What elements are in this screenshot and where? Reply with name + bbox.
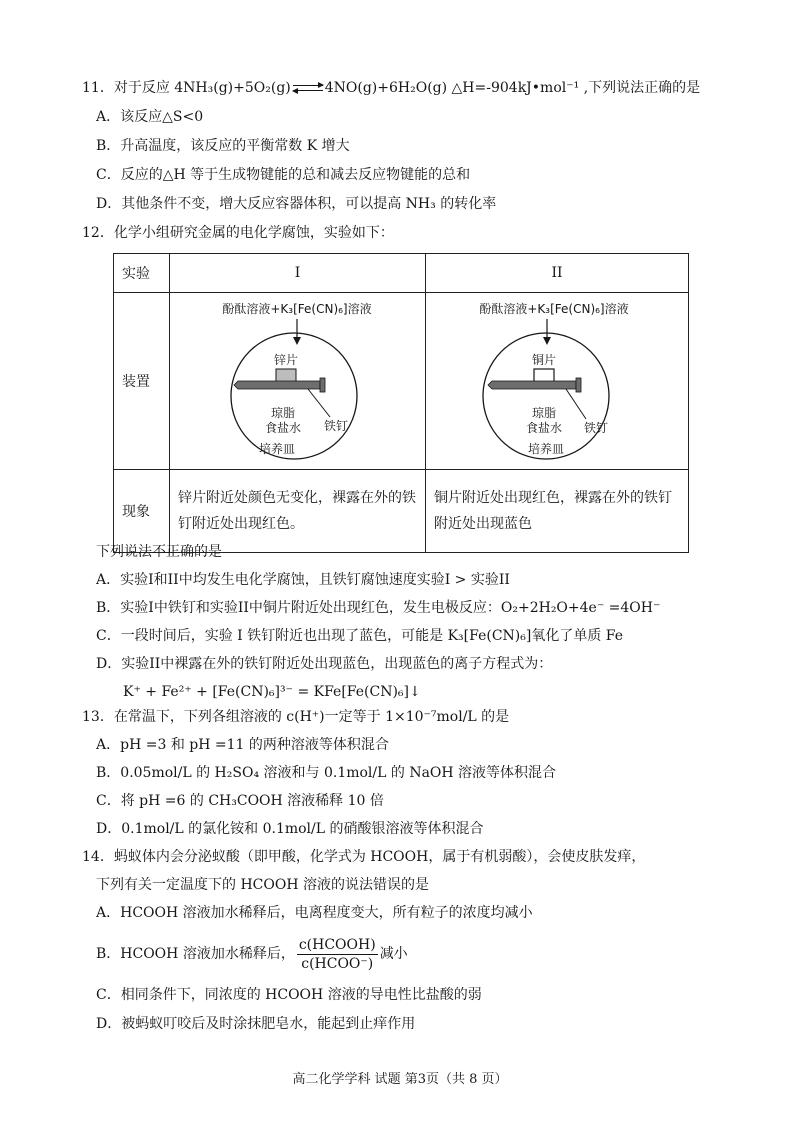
- exp2-nail-head: [576, 378, 581, 392]
- exp1-dish-label: 培养皿: [258, 442, 296, 456]
- q12-option-d-equation: K⁺ + Fe²⁺ + [Fe(CN)₆]³⁻ = KFe[Fe(CN)₆]↓: [123, 684, 421, 700]
- exp2-reagent-label: 酚酞溶液+K₃[Fe(CN)₆]溶液: [479, 302, 629, 316]
- exp1-apparatus-diagram: [170, 293, 425, 469]
- exp1-phenomenon: 锌片附近处颜色无变化，裸露在外的铁钉附近处出现红色。: [170, 470, 426, 553]
- exp1-reagent-arrowhead-icon: [293, 337, 301, 345]
- q14-option-b-fraction: [297, 936, 378, 973]
- q11-stem-prefix: 11．对于反应: [82, 80, 175, 96]
- exp2-nail-shaft: [488, 381, 576, 389]
- q11-equation-right: 4NO(g)+6H₂O(g) △H=-904kJ•mol⁻¹: [324, 80, 580, 96]
- table-row-phenomenon-label: 现象: [114, 470, 170, 553]
- exp1-nail-shaft: [234, 381, 320, 389]
- exp2-nail-leader: [566, 389, 586, 419]
- q11-equation-left: 4NH₃(g)+5O₂(g): [174, 80, 291, 96]
- q14-option-a: A．HCOOH 溶液加水稀释后，电离程度变大，所有粒子的浓度均减小: [96, 905, 533, 921]
- q13-option-c: C．将 pH =6 的 CH₃COOH 溶液稀释 10 倍: [96, 793, 384, 809]
- fraction-denominator: c(HCOO⁻): [301, 955, 374, 972]
- q14-option-d: D．被蚂蚁叮咬后及时涂抹肥皂水，能起到止痒作用: [96, 1016, 416, 1032]
- q12-stem: 12．化学小组研究金属的电化学腐蚀，实验如下：: [82, 225, 394, 241]
- exp1-reagent-label: 酚酞溶液+K₃[Fe(CN)₆]溶液: [222, 302, 372, 316]
- table-row-device-label: 装置: [114, 293, 170, 470]
- q11-option-d: D．其他条件不变，增大反应容器体积，可以提高 NH₃ 的转化率: [96, 196, 497, 212]
- q12-option-c: C．一段时间后，实验 I 铁钉附近也出现了蓝色，可能是 K₃[Fe(CN)₆]氧化了单质 Fe: [96, 628, 624, 644]
- exp1-nail-label: 铁钉: [323, 419, 349, 433]
- q13-option-a: A．pH =3 和 pH =11 的两种溶液等体积混合: [96, 737, 389, 753]
- fraction-numerator: c(HCOOH): [298, 936, 376, 953]
- q11-stem: [82, 77, 700, 99]
- q13-option-b: B．0.05mol/L 的 H₂SO₄ 溶液和与 0.1mol/L 的 NaOH 溶液等体积混合: [96, 765, 557, 781]
- exp2-petri-dish: [483, 333, 609, 459]
- table-header-experiment: 实验: [114, 254, 170, 293]
- q13-option-d: D．0.1mol/L 的氯化铵和 0.1mol/L 的硝酸银溶液等体积混合: [96, 821, 484, 837]
- table-header-exp2: II: [426, 254, 689, 293]
- exp1-medium-label-1: 琼脂: [270, 406, 296, 420]
- q13-stem: 13．在常温下，下列各组溶液的 c(H⁺)一定等于 1×10⁻⁷mol/L 的是: [82, 709, 510, 725]
- q11-stem-suffix: ,下列说法正确的是: [579, 80, 701, 96]
- q14-option-b-suffix: 减小: [379, 946, 408, 962]
- q11-option-a: A．该反应△S<0: [96, 109, 204, 125]
- exp2-metal-label: 铜片: [531, 353, 557, 367]
- page-footer: 高二化学学科 试题 第3页（共 8 页）: [292, 1072, 508, 1087]
- experiment-table: [113, 253, 689, 553]
- q12-option-a: A．实验I和II中均发生电化学腐蚀，且铁钉腐蚀速度实验I > 实验II: [96, 572, 510, 588]
- exp1-nail-leader: [308, 389, 330, 417]
- q12-sub-stem: 下列说法不正确的是: [96, 544, 222, 560]
- q11-option-c: C．反应的△H 等于生成物键能的总和减去反应物键能的总和: [96, 167, 471, 183]
- exp2-nail-label: 铁钉: [583, 421, 609, 435]
- q14-option-b: [96, 932, 408, 976]
- exp2-device-cell: [426, 293, 689, 470]
- q11-option-b: B．升高温度，该反应的平衡常数 K 增大: [96, 138, 350, 154]
- exp2-apparatus-diagram: [426, 293, 688, 469]
- exp2-medium-label-2: 食盐水: [525, 421, 563, 435]
- q14-stem-line-2: 下列有关一定温度下的 HCOOH 溶液的说法错误的是: [96, 877, 429, 893]
- exp1-device-cell: [170, 293, 426, 470]
- exp1-nail-head: [320, 378, 325, 392]
- exp1-metal-label: 锌片: [273, 353, 299, 367]
- q12-option-b: B．实验I中铁钉和实验II中铜片附近处出现红色，发生电极反应：O₂+2H₂O+4e⁻ =4OH⁻: [96, 600, 661, 616]
- q12-option-d: D．实验II中裸露在外的铁钉附近处出现蓝色，出现蓝色的离子方程式为：: [96, 656, 553, 672]
- exp2-reagent-arrowhead-icon: [543, 337, 551, 345]
- table-header-exp1: I: [170, 254, 426, 293]
- q14-option-b-prefix: B．HCOOH 溶液加水稀释后，: [96, 946, 295, 962]
- exp1-petri-dish: [231, 333, 357, 459]
- exp2-medium-label-1: 琼脂: [531, 406, 557, 420]
- exp1-medium-label-2: 食盐水: [264, 421, 302, 435]
- exp2-dish-label: 培养皿: [527, 442, 565, 456]
- equilibrium-arrow-icon: [293, 82, 323, 94]
- exp2-phenomenon: 铜片附近处出现红色，裸露在外的铁钉附近处出现蓝色: [426, 470, 689, 553]
- q14-stem-line-1: 14．蚂蚁体内会分泌蚁酸（即甲酸，化学式为 HCOOH，属于有机弱酸），会使皮肤发痒，: [82, 849, 646, 865]
- q14-option-c: C．相同条件下，同浓度的 HCOOH 溶液的导电性比盐酸的弱: [96, 987, 482, 1003]
